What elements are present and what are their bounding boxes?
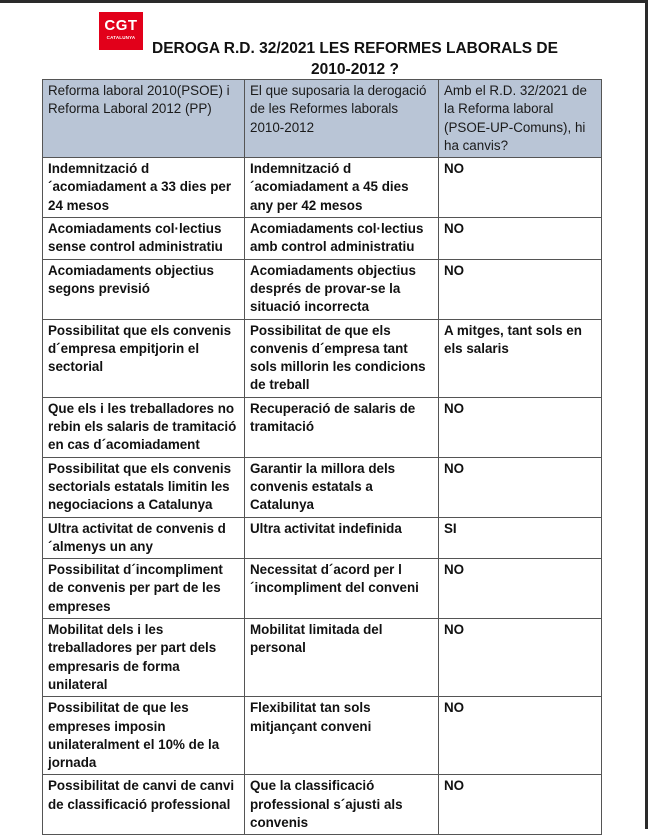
cell-canvis: A mitges, tant sols en els salaris (439, 319, 602, 397)
cell-derogacio: Que la classificació professional s´ajusti als convenis (245, 775, 439, 835)
cell-canvis: NO (439, 259, 602, 319)
cell-derogacio: Acomiadaments objectius després de provar-se la situació incorrecta (245, 259, 439, 319)
cell-canvis: NO (439, 697, 602, 775)
title-line-2: 2010-2012 ? (311, 61, 399, 78)
table-row (43, 457, 602, 517)
cell-derogacio: Mobilitat limitada del personal (245, 619, 439, 697)
table-header-row (43, 80, 602, 158)
table-row (43, 775, 602, 835)
header-rd-32-2021: Amb el R.D. 32/2021 de la Reforma laboral (PSOE-UP-Comuns), hi ha canvis? (439, 80, 602, 158)
cell-reforma: Possibilitat d´incompliment de convenis per part de les empreses (43, 559, 245, 619)
cell-canvis: NO (439, 158, 602, 218)
cell-canvis: NO (439, 218, 602, 260)
page-edge-top (0, 0, 648, 3)
cell-derogacio: Flexibilitat tan sols mitjançant conveni (245, 697, 439, 775)
cell-derogacio: Necessitat d´acord per l´incompliment del conveni (245, 559, 439, 619)
cell-derogacio: Indemnització d´acomiadament a 45 dies any per 42 mesos (245, 158, 439, 218)
table-row (43, 319, 602, 397)
cell-reforma: Indemnització d´acomiadament a 33 dies per 24 mesos (43, 158, 245, 218)
table-row (43, 397, 602, 457)
table-row (43, 259, 602, 319)
logo-text: CGT (104, 17, 138, 34)
title-line-1: DEROGA R.D. 32/2021 LES REFORMES LABORALS DE (152, 40, 558, 57)
table-row (43, 559, 602, 619)
cell-canvis: NO (439, 397, 602, 457)
cell-canvis: NO (439, 619, 602, 697)
cell-reforma: Acomiadaments col·lectius sense control administratiu (43, 218, 245, 260)
cell-reforma: Possibilitat que els convenis d´empresa empitjorin el sectorial (43, 319, 245, 397)
header-derogacio: El que suposaria la derogació de les Reformes laborals 2010-2012 (245, 80, 439, 158)
cell-derogacio: Possibilitat de que els convenis d´empresa tant sols millorin les condicions de treball (245, 319, 439, 397)
table-row (43, 218, 602, 260)
cell-reforma: Possibilitat de canvi de canvi de classificació professional (43, 775, 245, 835)
cell-reforma: Possibilitat que els convenis sectorials estatals limitin les negociacions a Catalunya (43, 457, 245, 517)
header-reforma-2010-2012: Reforma laboral 2010(PSOE) i Reforma Laboral 2012 (PP) (43, 80, 245, 158)
cell-reforma: Que els i les treballadores no rebin els salaris de tramitació en cas d´acomiadament (43, 397, 245, 457)
cell-canvis: NO (439, 559, 602, 619)
cell-canvis: SI (439, 517, 602, 559)
cell-derogacio: Garantir la millora dels convenis estatals a Catalunya (245, 457, 439, 517)
cell-derogacio: Acomiadaments col·lectius amb control administratiu (245, 218, 439, 260)
table-row (43, 619, 602, 697)
cell-canvis: NO (439, 775, 602, 835)
table-row (43, 517, 602, 559)
cell-derogacio: Recuperació de salaris de tramitació (245, 397, 439, 457)
cell-canvis: NO (439, 457, 602, 517)
cell-derogacio: Ultra activitat indefinida (245, 517, 439, 559)
cell-reforma: Possibilitat de que les empreses imposin unilateralment el 10% de la jornada (43, 697, 245, 775)
table-row (43, 697, 602, 775)
cell-reforma: Mobilitat dels i les treballadores per part dels empresaris de forma unilateral (43, 619, 245, 697)
table-row (43, 158, 602, 218)
cell-reforma: Ultra activitat de convenis d´almenys un any (43, 517, 245, 559)
logo-subtext: CATALUNYA (106, 35, 136, 40)
reform-comparison-table (42, 79, 602, 835)
page-title (120, 38, 590, 80)
cell-reforma: Acomiadaments objectius segons previsió (43, 259, 245, 319)
